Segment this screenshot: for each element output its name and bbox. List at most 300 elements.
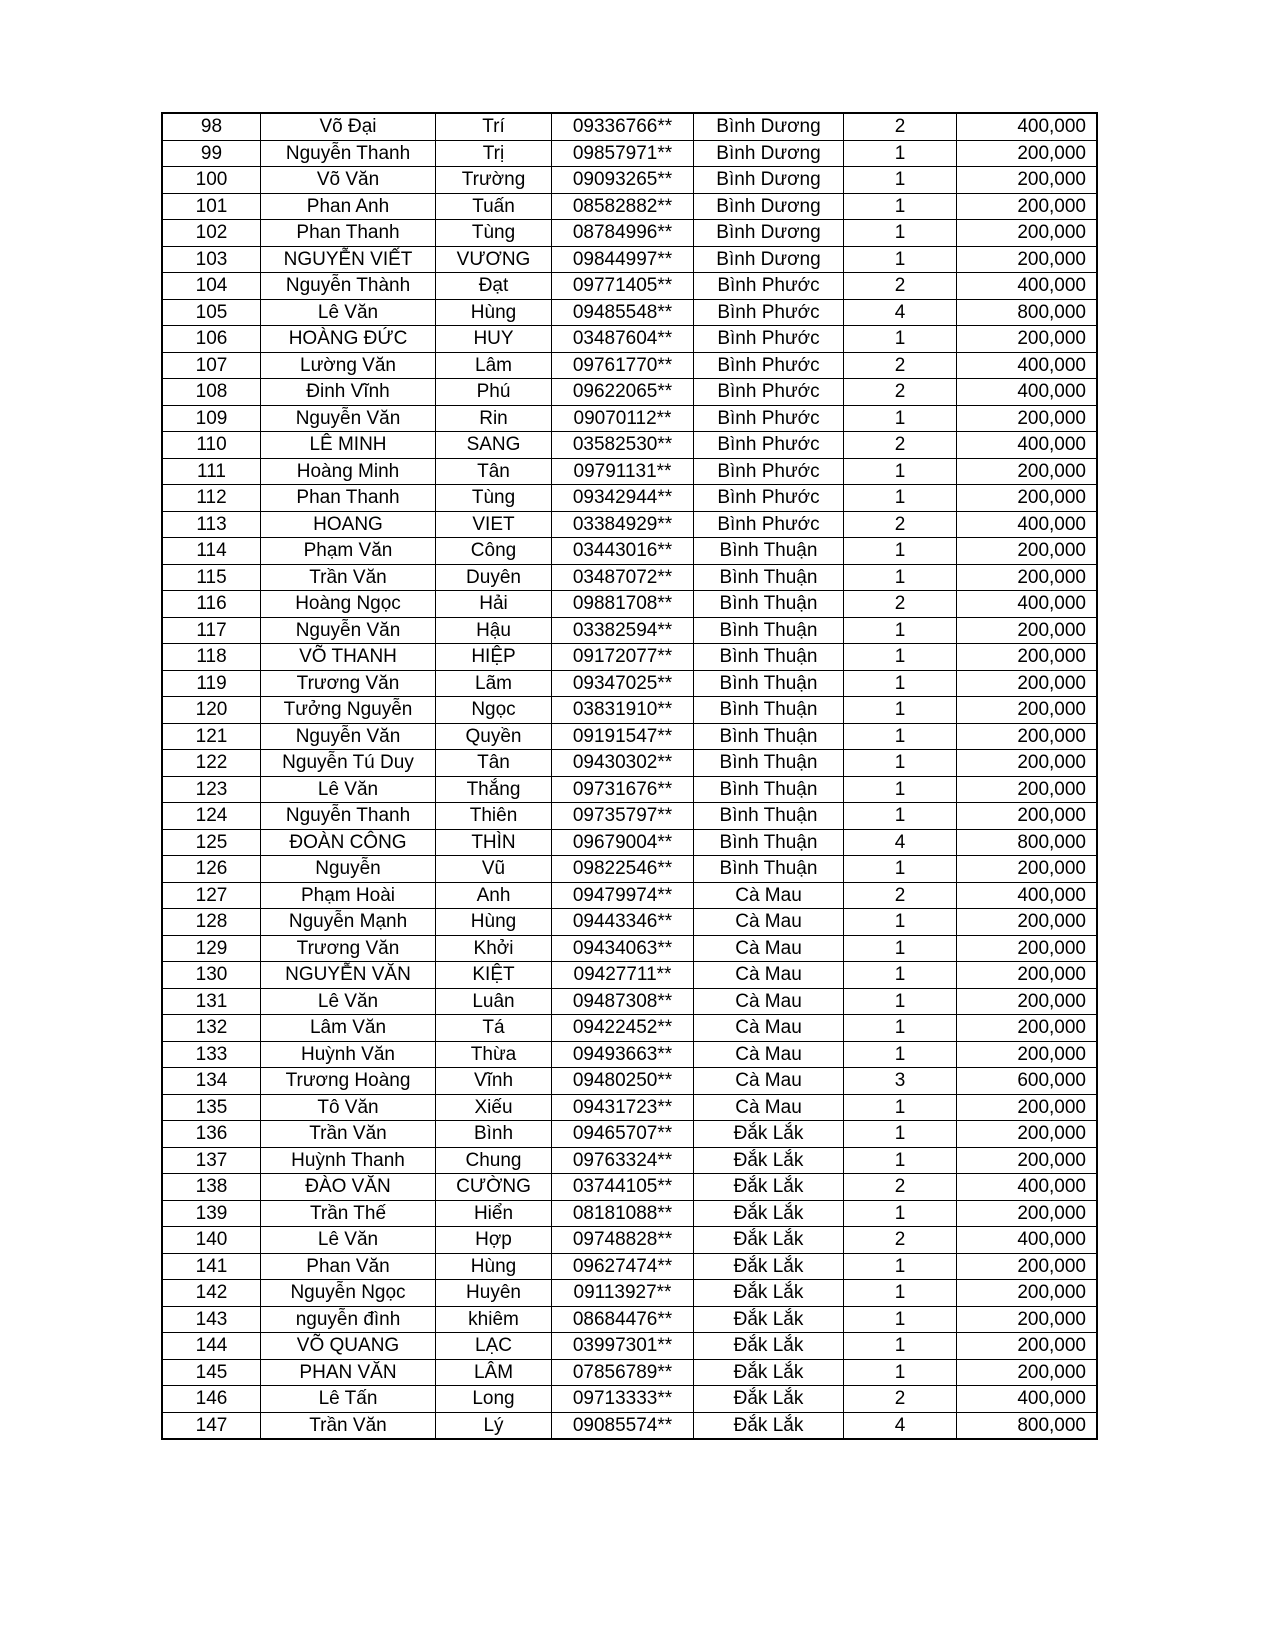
province-cell: Đắk Lắk [694,1280,844,1307]
amount-cell: 800,000 [957,1412,1097,1439]
amount-cell: 200,000 [957,193,1097,220]
last-middle-name-cell: LÊ MINH [261,432,436,459]
first-name-cell: LẠC [436,1333,552,1360]
phone-cell: 09480250** [552,1068,694,1095]
phone-cell: 08181088** [552,1200,694,1227]
phone-cell: 09113927** [552,1280,694,1307]
stt-cell: 122 [163,750,261,777]
table-row [163,776,1097,803]
province-cell: Bình Phước [694,352,844,379]
province-cell: Bình Thuận [694,538,844,565]
first-name-cell: Trị [436,140,552,167]
phone-cell: 09731676** [552,776,694,803]
last-middle-name-cell: Nguyễn Ngọc [261,1280,436,1307]
last-middle-name-cell: Tưởng Nguyễn [261,697,436,724]
last-middle-name-cell: Nguyễn Văn [261,723,436,750]
phone-cell: 09844997** [552,246,694,273]
stt-cell: 126 [163,856,261,883]
quantity-cell: 1 [844,909,957,936]
last-middle-name-cell: Nguyễn Văn [261,617,436,644]
phone-cell: 09493663** [552,1041,694,1068]
phone-cell: 03382594** [552,617,694,644]
table-row [163,697,1097,724]
quantity-cell: 1 [844,988,957,1015]
stt-cell: 132 [163,1015,261,1042]
quantity-cell: 1 [844,246,957,273]
table-row [163,644,1097,671]
phone-cell: 03744105** [552,1174,694,1201]
quantity-cell: 2 [844,1227,957,1254]
table-row [163,299,1097,326]
province-cell: Cà Mau [694,962,844,989]
last-middle-name-cell: Lê Tấn [261,1386,436,1413]
quantity-cell: 1 [844,697,957,724]
stt-cell: 110 [163,432,261,459]
last-middle-name-cell: Tô Văn [261,1094,436,1121]
stt-cell: 118 [163,644,261,671]
province-cell: Đắk Lắk [694,1174,844,1201]
table-row [163,1359,1097,1386]
amount-cell: 600,000 [957,1068,1097,1095]
amount-cell: 200,000 [957,856,1097,883]
stt-cell: 99 [163,140,261,167]
table-row [163,246,1097,273]
phone-cell: 09487308** [552,988,694,1015]
amount-cell: 400,000 [957,379,1097,406]
quantity-cell: 1 [844,220,957,247]
table-row [163,591,1097,618]
last-middle-name-cell: Lê Văn [261,299,436,326]
stt-cell: 123 [163,776,261,803]
phone-cell: 09713333** [552,1386,694,1413]
first-name-cell: Ngọc [436,697,552,724]
last-middle-name-cell: Nguyễn Thanh [261,803,436,830]
stt-cell: 111 [163,458,261,485]
quantity-cell: 1 [844,564,957,591]
phone-cell: 09191547** [552,723,694,750]
quantity-cell: 1 [844,644,957,671]
table-row [163,1041,1097,1068]
last-middle-name-cell: Nguyễn Văn [261,405,436,432]
stt-cell: 141 [163,1253,261,1280]
amount-cell: 400,000 [957,882,1097,909]
amount-cell: 400,000 [957,352,1097,379]
amount-cell: 200,000 [957,1147,1097,1174]
phone-cell: 09735797** [552,803,694,830]
table-row [163,1306,1097,1333]
quantity-cell: 4 [844,1412,957,1439]
phone-cell: 09881708** [552,591,694,618]
table-row [163,538,1097,565]
province-cell: Bình Thuận [694,829,844,856]
province-cell: Bình Phước [694,511,844,538]
last-middle-name-cell: Võ Đại [261,114,436,141]
quantity-cell: 1 [844,750,957,777]
stt-cell: 100 [163,167,261,194]
phone-cell: 09093265** [552,167,694,194]
quantity-cell: 4 [844,299,957,326]
table-row [163,723,1097,750]
stt-cell: 127 [163,882,261,909]
province-cell: Bình Thuận [694,723,844,750]
phone-cell: 09748828** [552,1227,694,1254]
first-name-cell: Thiên [436,803,552,830]
last-middle-name-cell: Phan Thanh [261,485,436,512]
table-row [163,1253,1097,1280]
last-middle-name-cell: Trương Văn [261,935,436,962]
phone-cell: 09430302** [552,750,694,777]
last-middle-name-cell: Lê Văn [261,1227,436,1254]
last-middle-name-cell: PHAN VĂN [261,1359,436,1386]
phone-cell: 07856789** [552,1359,694,1386]
last-middle-name-cell: Nguyễn Mạnh [261,909,436,936]
stt-cell: 137 [163,1147,261,1174]
first-name-cell: Trường [436,167,552,194]
province-cell: Bình Phước [694,405,844,432]
stt-cell: 106 [163,326,261,353]
stt-cell: 112 [163,485,261,512]
province-cell: Bình Thuận [694,591,844,618]
phone-cell: 03997301** [552,1333,694,1360]
amount-cell: 200,000 [957,246,1097,273]
phone-cell: 09431723** [552,1094,694,1121]
table-row [163,432,1097,459]
first-name-cell: Trí [436,114,552,141]
first-name-cell: Rin [436,405,552,432]
first-name-cell: Lâm [436,352,552,379]
phone-cell: 03384929** [552,511,694,538]
province-cell: Đắk Lắk [694,1386,844,1413]
table-row [163,193,1097,220]
province-cell: Bình Dương [694,167,844,194]
amount-cell: 200,000 [957,988,1097,1015]
amount-cell: 200,000 [957,803,1097,830]
amount-cell: 200,000 [957,1200,1097,1227]
last-middle-name-cell: Trần Văn [261,1412,436,1439]
quantity-cell: 2 [844,114,957,141]
amount-cell: 400,000 [957,1386,1097,1413]
first-name-cell: HUY [436,326,552,353]
phone-cell: 09679004** [552,829,694,856]
last-middle-name-cell: Hoàng Ngọc [261,591,436,618]
province-cell: Bình Dương [694,220,844,247]
stt-cell: 107 [163,352,261,379]
phone-cell: 09622065** [552,379,694,406]
amount-cell: 200,000 [957,1121,1097,1148]
amount-cell: 800,000 [957,829,1097,856]
province-cell: Cà Mau [694,935,844,962]
table-body [163,114,1097,1439]
phone-cell: 03831910** [552,697,694,724]
table-row [163,167,1097,194]
stt-cell: 142 [163,1280,261,1307]
province-cell: Bình Dương [694,246,844,273]
quantity-cell: 2 [844,352,957,379]
province-cell: Bình Phước [694,485,844,512]
table-row [163,1333,1097,1360]
amount-cell: 200,000 [957,1015,1097,1042]
table-row [163,750,1097,777]
amount-cell: 200,000 [957,935,1097,962]
table-row [163,1227,1097,1254]
quantity-cell: 2 [844,1386,957,1413]
table-row [163,882,1097,909]
stt-cell: 136 [163,1121,261,1148]
quantity-cell: 2 [844,882,957,909]
last-middle-name-cell: Võ Văn [261,167,436,194]
first-name-cell: Hậu [436,617,552,644]
province-cell: Đắk Lắk [694,1227,844,1254]
table-row [163,909,1097,936]
phone-cell: 09434063** [552,935,694,962]
phone-cell: 08784996** [552,220,694,247]
stt-cell: 108 [163,379,261,406]
amount-cell: 200,000 [957,1280,1097,1307]
table-row [163,803,1097,830]
last-middle-name-cell: Lâm Văn [261,1015,436,1042]
stt-cell: 135 [163,1094,261,1121]
amount-cell: 200,000 [957,750,1097,777]
amount-cell: 200,000 [957,1041,1097,1068]
stt-cell: 119 [163,670,261,697]
province-cell: Bình Thuận [694,856,844,883]
last-middle-name-cell: HOANG [261,511,436,538]
phone-cell: 08684476** [552,1306,694,1333]
amount-cell: 200,000 [957,644,1097,671]
stt-cell: 102 [163,220,261,247]
first-name-cell: Hải [436,591,552,618]
table-row [163,670,1097,697]
table-row [163,1015,1097,1042]
quantity-cell: 1 [844,326,957,353]
last-middle-name-cell: Trần Văn [261,1121,436,1148]
province-cell: Đắk Lắk [694,1333,844,1360]
phone-cell: 08582882** [552,193,694,220]
last-middle-name-cell: Lê Văn [261,776,436,803]
amount-cell: 200,000 [957,405,1097,432]
quantity-cell: 1 [844,1147,957,1174]
amount-cell: 800,000 [957,299,1097,326]
amount-cell: 200,000 [957,1094,1097,1121]
amount-cell: 200,000 [957,1306,1097,1333]
first-name-cell: Chung [436,1147,552,1174]
first-name-cell: Huyên [436,1280,552,1307]
last-middle-name-cell: NGUYỄN VIẾT [261,246,436,273]
first-name-cell: Hùng [436,909,552,936]
quantity-cell: 2 [844,379,957,406]
last-middle-name-cell: Lường Văn [261,352,436,379]
first-name-cell: THÌN [436,829,552,856]
stt-cell: 138 [163,1174,261,1201]
first-name-cell: Lãm [436,670,552,697]
phone-cell: 03487604** [552,326,694,353]
table-row [163,511,1097,538]
first-name-cell: Vĩnh [436,1068,552,1095]
first-name-cell: LÂM [436,1359,552,1386]
amount-cell: 200,000 [957,140,1097,167]
stt-cell: 105 [163,299,261,326]
amount-cell: 200,000 [957,723,1097,750]
province-cell: Bình Thuận [694,750,844,777]
phone-cell: 09485548** [552,299,694,326]
first-name-cell: Công [436,538,552,565]
province-cell: Cà Mau [694,1068,844,1095]
first-name-cell: Bình [436,1121,552,1148]
quantity-cell: 1 [844,405,957,432]
first-name-cell: Tùng [436,485,552,512]
stt-cell: 113 [163,511,261,538]
table-row [163,273,1097,300]
province-cell: Bình Phước [694,299,844,326]
first-name-cell: HIỆP [436,644,552,671]
table-row [163,962,1097,989]
stt-cell: 143 [163,1306,261,1333]
amount-cell: 200,000 [957,220,1097,247]
quantity-cell: 1 [844,193,957,220]
phone-cell: 09857971** [552,140,694,167]
quantity-cell: 3 [844,1068,957,1095]
quantity-cell: 1 [844,723,957,750]
phone-cell: 09427711** [552,962,694,989]
province-cell: Cà Mau [694,988,844,1015]
table-row [163,988,1097,1015]
stt-cell: 128 [163,909,261,936]
phone-cell: 09822546** [552,856,694,883]
table-row [163,405,1097,432]
table-row [163,379,1097,406]
stt-cell: 116 [163,591,261,618]
stt-cell: 117 [163,617,261,644]
stt-cell: 104 [163,273,261,300]
quantity-cell: 2 [844,511,957,538]
table-row [163,458,1097,485]
quantity-cell: 1 [844,1200,957,1227]
first-name-cell: Xiếu [436,1094,552,1121]
phone-cell: 09761770** [552,352,694,379]
stt-cell: 101 [163,193,261,220]
first-name-cell: Thắng [436,776,552,803]
phone-cell: 03487072** [552,564,694,591]
amount-cell: 400,000 [957,1174,1097,1201]
province-cell: Bình Phước [694,432,844,459]
first-name-cell: Hùng [436,1253,552,1280]
province-cell: Cà Mau [694,909,844,936]
province-cell: Bình Dương [694,140,844,167]
first-name-cell: Anh [436,882,552,909]
province-cell: Đắk Lắk [694,1412,844,1439]
last-middle-name-cell: Trần Văn [261,564,436,591]
amount-cell: 200,000 [957,326,1097,353]
stt-cell: 147 [163,1412,261,1439]
last-middle-name-cell: Lê Văn [261,988,436,1015]
amount-cell: 200,000 [957,617,1097,644]
province-cell: Đắk Lắk [694,1306,844,1333]
phone-cell: 09479974** [552,882,694,909]
last-middle-name-cell: Phan Anh [261,193,436,220]
province-cell: Bình Thuận [694,564,844,591]
province-cell: Bình Dương [694,193,844,220]
stt-cell: 103 [163,246,261,273]
last-middle-name-cell: Nguyễn Thanh [261,140,436,167]
first-name-cell: Tân [436,458,552,485]
last-middle-name-cell: Nguyễn [261,856,436,883]
province-cell: Bình Thuận [694,670,844,697]
phone-cell: 03443016** [552,538,694,565]
amount-cell: 400,000 [957,273,1097,300]
phone-cell: 09347025** [552,670,694,697]
quantity-cell: 1 [844,1094,957,1121]
stt-cell: 115 [163,564,261,591]
table-row [163,1094,1097,1121]
quantity-cell: 1 [844,167,957,194]
first-name-cell: VƯƠNG [436,246,552,273]
last-middle-name-cell: ĐÀO VĂN [261,1174,436,1201]
last-middle-name-cell: Huỳnh Thanh [261,1147,436,1174]
first-name-cell: Vũ [436,856,552,883]
first-name-cell: CƯỜNG [436,1174,552,1201]
province-cell: Đắk Lắk [694,1200,844,1227]
quantity-cell: 1 [844,962,957,989]
quantity-cell: 1 [844,458,957,485]
table-row [163,829,1097,856]
quantity-cell: 1 [844,670,957,697]
last-middle-name-cell: Hoàng Minh [261,458,436,485]
last-middle-name-cell: Phan Văn [261,1253,436,1280]
stt-cell: 140 [163,1227,261,1254]
last-middle-name-cell: Nguyễn Thành [261,273,436,300]
amount-cell: 200,000 [957,564,1097,591]
quantity-cell: 1 [844,1359,957,1386]
phone-cell: 09627474** [552,1253,694,1280]
last-middle-name-cell: Huỳnh Văn [261,1041,436,1068]
province-cell: Bình Thuận [694,803,844,830]
stt-cell: 124 [163,803,261,830]
amount-cell: 200,000 [957,909,1097,936]
last-middle-name-cell: Phạm Văn [261,538,436,565]
last-middle-name-cell: NGUYỄN VĂN [261,962,436,989]
first-name-cell: Tá [436,1015,552,1042]
stt-cell: 121 [163,723,261,750]
amount-cell: 200,000 [957,538,1097,565]
first-name-cell: Luân [436,988,552,1015]
quantity-cell: 1 [844,935,957,962]
last-middle-name-cell: Trương Văn [261,670,436,697]
stt-cell: 145 [163,1359,261,1386]
first-name-cell: Long [436,1386,552,1413]
province-cell: Cà Mau [694,1041,844,1068]
quantity-cell: 1 [844,1253,957,1280]
amount-cell: 400,000 [957,432,1097,459]
table-row [163,220,1097,247]
table-row [163,564,1097,591]
amount-cell: 200,000 [957,485,1097,512]
amount-cell: 200,000 [957,962,1097,989]
table-row [163,114,1097,141]
stt-cell: 109 [163,405,261,432]
amount-cell: 200,000 [957,167,1097,194]
table-row [163,1174,1097,1201]
stt-cell: 130 [163,962,261,989]
table-row [163,1121,1097,1148]
first-name-cell: Khởi [436,935,552,962]
table-row [163,617,1097,644]
stt-cell: 120 [163,697,261,724]
table-row [163,1200,1097,1227]
quantity-cell: 1 [844,1280,957,1307]
stt-cell: 125 [163,829,261,856]
stt-cell: 131 [163,988,261,1015]
table-row [163,140,1097,167]
